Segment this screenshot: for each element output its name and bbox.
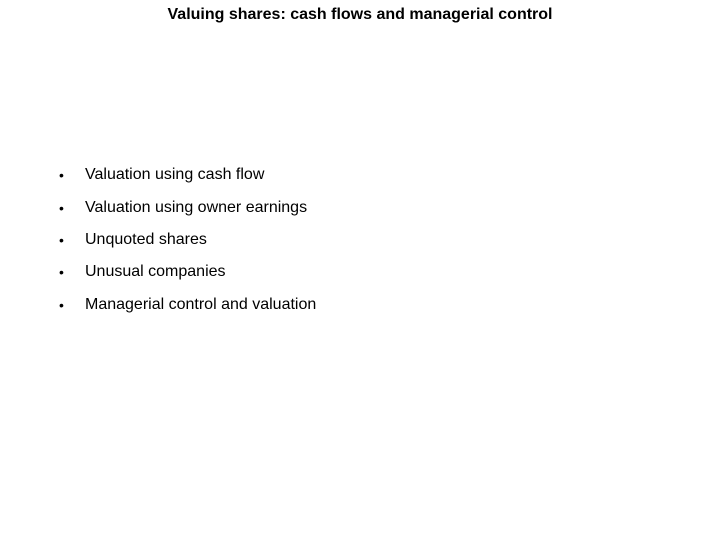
bullet-text: Valuation using cash flow — [85, 166, 265, 184]
bullet-icon: • — [59, 231, 64, 248]
bullet-icon: • — [59, 296, 64, 313]
bullet-list — [59, 159, 316, 321]
bullet-text: Managerial control and valuation — [85, 295, 317, 313]
bullet-text: Valuation using owner earnings — [85, 198, 308, 216]
bullet-text: Unusual companies — [85, 263, 226, 281]
bullet-item — [59, 256, 316, 288]
bullet-item — [59, 159, 316, 191]
bullet-icon: • — [59, 199, 64, 216]
bullet-text: Unquoted shares — [85, 230, 207, 248]
slide-title: Valuing shares: cash flows and managerial control — [167, 6, 553, 23]
bullet-item — [59, 191, 316, 223]
bullet-item — [59, 224, 316, 256]
bullet-icon: • — [59, 264, 64, 281]
bullet-item — [59, 289, 316, 321]
bullet-icon: • — [59, 167, 64, 184]
